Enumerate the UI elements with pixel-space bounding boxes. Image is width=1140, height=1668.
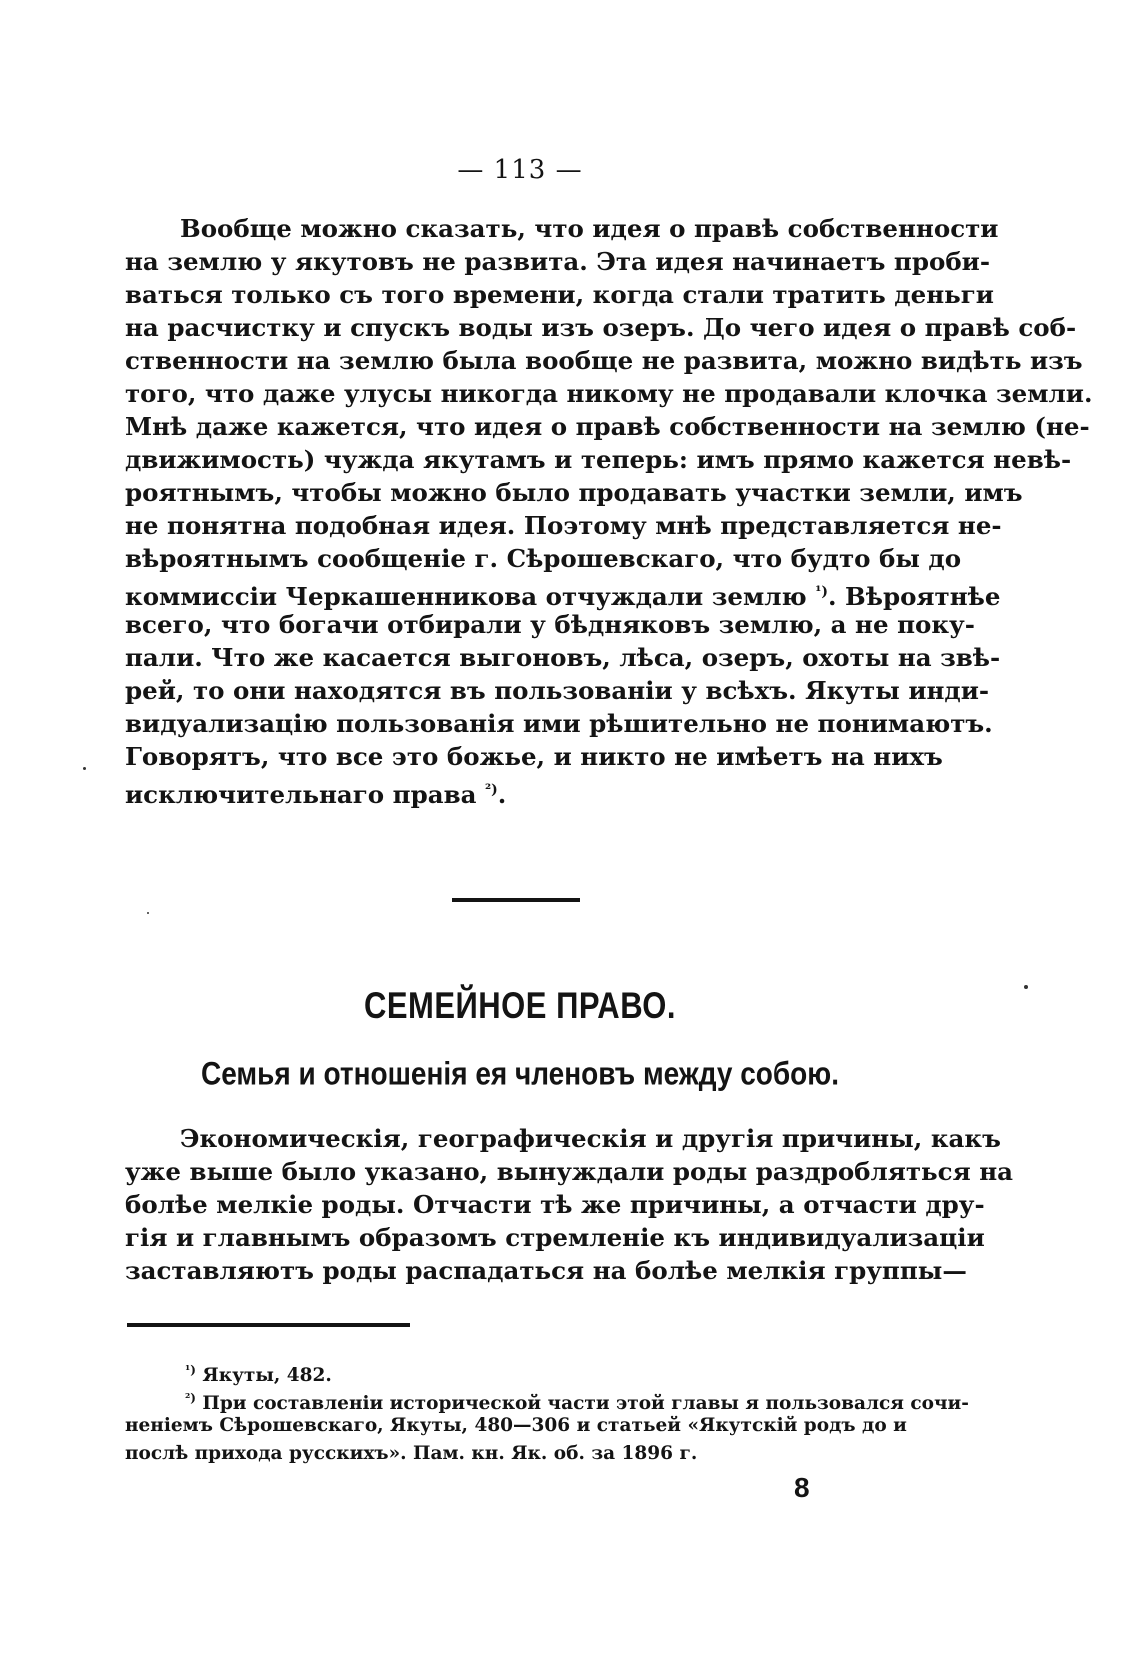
text-line: ваться только съ того времени, когда стали тратить деньги bbox=[125, 280, 994, 309]
text-line: рей, то они находятся въ пользованіи у всѣхъ. Якуты инди- bbox=[125, 676, 990, 705]
text-line: на расчистку и спускъ воды изъ озеръ. До чего идея о правѣ соб- bbox=[125, 313, 1077, 342]
footnote-text: При составленіи исторической части этой главы я пользовался сочи- bbox=[202, 1393, 969, 1414]
footnote-mark: ²) bbox=[185, 1391, 196, 1405]
text-line: Вообще можно сказать, что идея о правѣ собственности bbox=[180, 214, 999, 243]
page-number: — 113 — bbox=[457, 155, 583, 185]
text-line: на землю у якутовъ не развита. Эта идея начинаетъ проби- bbox=[125, 247, 991, 276]
footnote-2-line-3: послѣ прихода русскихъ». Пам. кн. Як. об. за 1896 г. bbox=[125, 1443, 698, 1464]
text-line: Экономическія, географическія и другія причины, какъ bbox=[180, 1124, 1001, 1153]
text-line: уже выше было указано, вынуждали роды раздробляться на bbox=[125, 1157, 1014, 1186]
text-line: коммиссіи Черкашенникова отчуждали землю $^{^1)}$. Вѣроятнѣе bbox=[125, 582, 1001, 611]
footnote-reference: ²) bbox=[485, 782, 498, 798]
scan-speck bbox=[147, 912, 149, 914]
text-line: заставляютъ роды распадаться на болѣе мелкія группы— bbox=[125, 1256, 967, 1285]
section-subtitle: Семья и отношенія ея членовъ между собою. bbox=[201, 1055, 839, 1092]
footnote-reference: ¹) bbox=[815, 584, 828, 600]
footnote-2-line-2: неніемъ Сѣрошевскаго, Якуты, 480—306 и статьей «Якутскій родъ до и bbox=[125, 1415, 907, 1436]
text-line: исключительнаго права $^{^2)}$. bbox=[125, 780, 507, 809]
text-line: гія и главнымъ образомъ стремленіе къ индивидуализаціи bbox=[125, 1223, 985, 1252]
text-line: вѣроятнымъ сообщеніе г. Сѣрошевскаго, что будто бы до bbox=[125, 544, 962, 573]
text-line: не понятна подобная идея. Поэтому мнѣ представляется не- bbox=[125, 511, 1002, 540]
section-title: СЕМЕЙНОЕ ПРАВО. bbox=[363, 984, 677, 1027]
text-line: пали. Что же касается выгоновъ, лѣса, озеръ, охоты на звѣ- bbox=[125, 643, 1001, 672]
scan-speck bbox=[83, 767, 86, 770]
text-line: движимость) чужда якутамъ и теперь: имъ прямо кажется невѣ- bbox=[125, 445, 1072, 474]
scan-speck bbox=[1024, 985, 1028, 989]
text-line: роятнымъ, чтобы можно было продавать участки земли, имъ bbox=[125, 478, 1023, 507]
text-line: Говорятъ, что все это божье, и никто не имѣетъ на нихъ bbox=[125, 742, 943, 771]
text-line: всего, что богачи отбирали у бѣдняковъ землю, а не поку- bbox=[125, 610, 975, 639]
text-line: того, что даже улусы никогда никому не продавали клочка земли. bbox=[125, 379, 1093, 408]
text-line: болѣе мелкіе роды. Отчасти тѣ же причины, а отчасти дру- bbox=[125, 1190, 985, 1219]
footnote-separator bbox=[127, 1323, 410, 1327]
text-line: Мнѣ даже кажется, что идея о правѣ собственности на землю (не- bbox=[125, 412, 1090, 441]
footnote-text: Якуты, 482. bbox=[202, 1365, 332, 1386]
text-line: видуализацію пользованія ими рѣшительно не понимаютъ. bbox=[125, 709, 993, 738]
footnote-mark: ¹) bbox=[185, 1363, 196, 1377]
signature-mark: 8 bbox=[794, 1472, 810, 1503]
section-divider bbox=[452, 898, 580, 902]
text-line: ственности на землю была вообще не развита, можно видѣть изъ bbox=[125, 346, 1083, 375]
